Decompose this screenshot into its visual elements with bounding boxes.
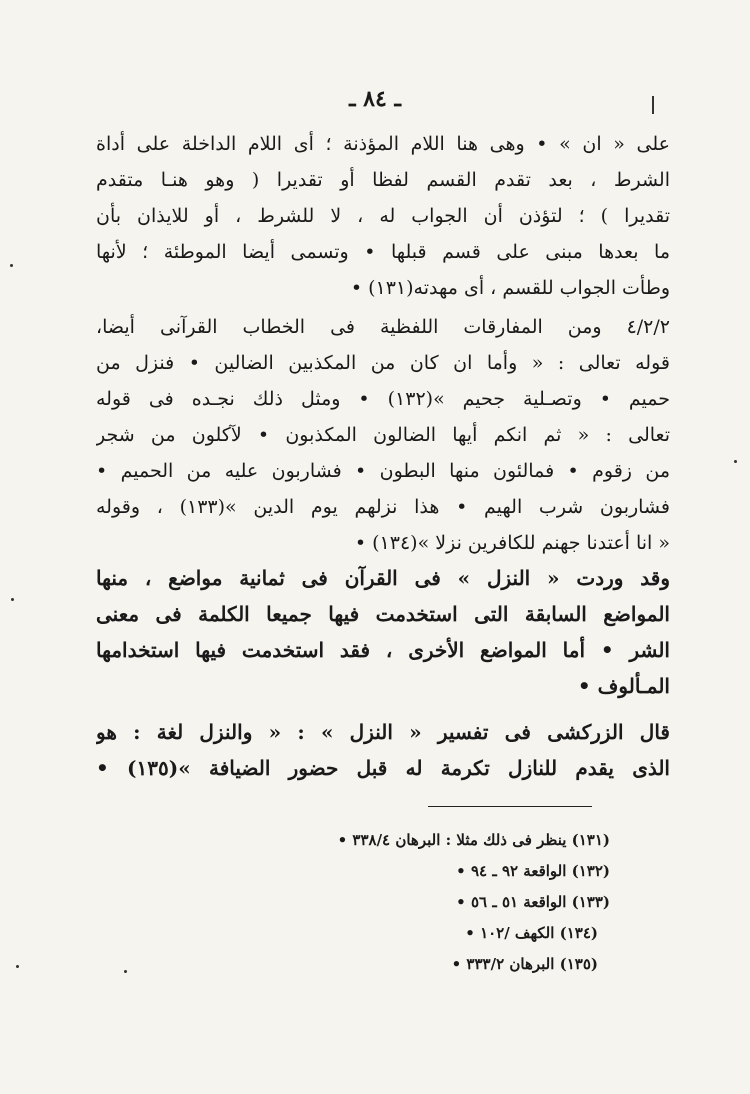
text-line: على « ان » • وهى هنا اللام المؤذنة ؛ أى اللام الداخلة على أداة: [96, 133, 670, 155]
footnotes: [220, 825, 610, 980]
scan-speck: [11, 598, 14, 601]
footnote: (١٣١) ينظر فى ذلك مثلا : البرهان ٣٣٨/٤ •: [337, 831, 610, 849]
text-line: « انا أعتدنا جهنم للكافرين نزلا »(١٣٤) •: [354, 532, 670, 554]
text-line: قال الزركشى فى تفسير « النزل » : « والنزل لغة : هو: [96, 720, 670, 744]
scan-speck: [734, 460, 737, 463]
text-line: وقد وردت « النزل » فى القرآن فى ثمانية مواضع ، منها: [96, 566, 670, 590]
text-line: الشر • أما المواضع الأخرى ، فقد استخدمت فيها استخدامها: [96, 638, 670, 662]
footnote-separator: [428, 806, 592, 807]
text-line: حميم • وتصـلية جحيم »(١٣٢) • ومثل ذلك نجـده فى قوله: [96, 388, 670, 410]
text-line: ما بعدها مبنى على قسم قبلها • وتسمى أيضا الموطئة ؛ لأنها: [96, 241, 670, 263]
scan-speck: [10, 264, 13, 267]
text-line: الذى يقدم للنازل تكرمة له قبل حضور الضيافة »(١٣٥) •: [96, 756, 670, 780]
paragraph-4: [96, 714, 670, 786]
text-line: المـألوف •: [577, 674, 670, 698]
text-line: قوله تعالى : « وأما ان كان من المكذبين الضالين • فنزل من: [96, 352, 670, 374]
text-line: المواضع السابقة التى استخدمت فيها جميعا الكلمة فى معنى: [96, 602, 670, 626]
scan-speck: [124, 970, 127, 973]
text-line: فشاربون شرب الهيم • هذا نزلهم يوم الدين »(١٣٣) ، وقوله: [96, 496, 670, 518]
footnote: (١٣٣) الواقعة ٥١ ـ ٥٦ •: [456, 893, 610, 911]
page-number: ـ ٨٤ ـ: [349, 86, 401, 112]
scan-speck: [16, 965, 19, 968]
text-line: تعالى : « ثم انكم أيها الضالون المكذبون • لآكلون من شجر: [96, 424, 670, 446]
text-line: الشرط ، بعد تقدم القسم لفظا أو تقديرا ( وهو هنـا متقدم: [96, 169, 670, 191]
scan-speck: [652, 96, 654, 114]
paragraph-2: [96, 309, 670, 561]
footnote: (١٣٢) الواقعة ٩٢ ـ ٩٤ •: [456, 862, 610, 880]
paragraph-3: [96, 560, 670, 704]
text-line: تقديرا ) ؛ لتؤذن أن الجواب له ، لا للشرط ، أو للايذان بأن: [96, 205, 670, 227]
footnote: (١٣٤) الكهف /١٠٢ •: [465, 924, 598, 942]
text-line: وطأت الجواب للقسم ، أى مهدته(١٣١) •: [350, 277, 670, 299]
footnote: (١٣٥) البرهان ٣٣٣/٢ •: [451, 955, 598, 973]
paragraph-1: [96, 126, 670, 306]
text-line: ٤/٢/٢ ومن المفارقات اللفظية فى الخطاب القرآنى أيضا،: [96, 316, 670, 338]
text-line: من زقوم • فمالئون منها البطون • فشاربون عليه من الحميم •: [96, 460, 670, 482]
